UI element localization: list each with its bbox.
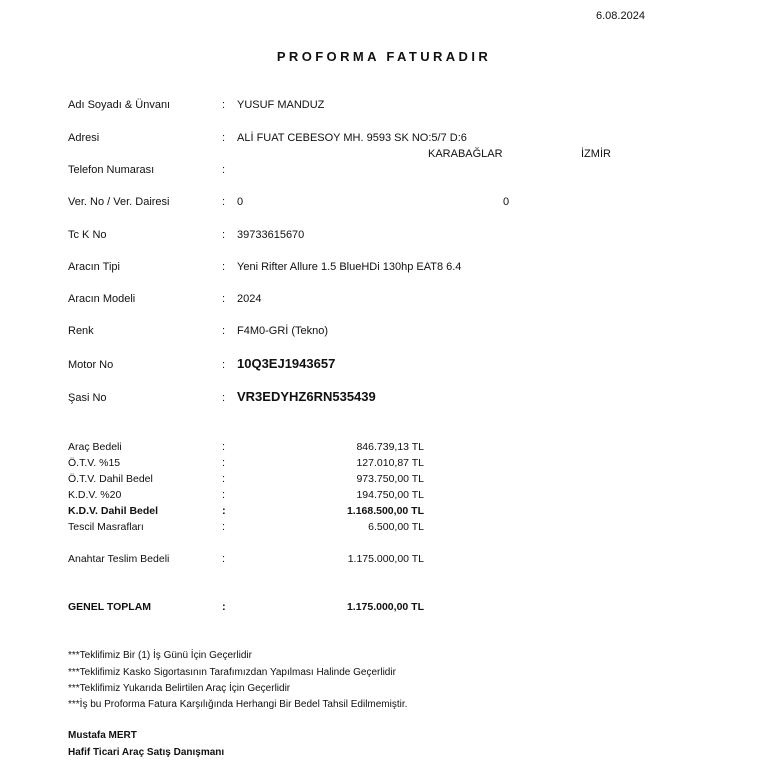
chassis-number: VR3EDYHZ6RN535439 [237, 389, 376, 404]
note-payment: ***İş bu Proforma Fatura Karşılığında Herhangi Bir Bedel Tahsil Edilmemiştir. [68, 699, 408, 710]
signature-role: Hafif Ticari Araç Satış Danışmanı [68, 747, 225, 758]
grand-total-amount: 1.175.000,00 TL [346, 601, 424, 613]
vehicle-price-label: Araç Bedeli [68, 441, 122, 453]
colon: : [222, 521, 226, 533]
colon: : [222, 441, 226, 453]
vehicle-color: F4M0-GRİ (Tekno) [237, 325, 329, 337]
kdv-incl-label: K.D.V. Dahil Bedel [68, 505, 159, 517]
grand-total-label: GENEL TOPLAM [68, 601, 152, 613]
turnkey-amount: 1.175.000,00 TL [347, 553, 424, 565]
tax-no: 0 [237, 196, 244, 208]
tc-no: 39733615670 [237, 229, 305, 241]
otv-incl-label: Ö.T.V. Dahil Bedel [68, 473, 153, 485]
otv-label: Ö.T.V. %15 [68, 457, 121, 469]
document-date: 6.08.2024 [596, 10, 645, 22]
registration-label: Tescil Masrafları [68, 521, 144, 533]
note-validity: ***Teklifimiz Bir (1) İş Günü İçin Geçerlidir [68, 650, 252, 661]
color-label: Renk [68, 325, 94, 337]
tax-office: 0 [503, 196, 510, 208]
colon: : [222, 293, 226, 305]
vehicle-type: Yeni Rifter Allure 1.5 BlueHDi 130hp EAT8 6.4 [237, 261, 462, 273]
document-title: PROFORMA FATURADIR [276, 49, 492, 64]
chassis-label: Şasi No [68, 392, 107, 404]
colon: : [222, 196, 226, 208]
engine-number: 10Q3EJ1943657 [237, 356, 336, 371]
name-label: Adı Soyadı & Ünvanı [68, 99, 171, 111]
kdv-incl-amount: 1.168.500,00 TL [346, 505, 424, 517]
kdv-amount: 194.750,00 TL [356, 489, 424, 501]
colon: : [222, 489, 226, 501]
colon: : [222, 229, 226, 241]
vehicle-model-label: Aracın Modeli [68, 293, 136, 305]
otv-incl-amount: 973.750,00 TL [356, 473, 424, 485]
colon: : [222, 261, 226, 273]
colon: : [222, 132, 226, 144]
phone-label: Telefon Numarası [68, 164, 155, 176]
engine-label: Motor No [68, 359, 114, 371]
kdv-label: K.D.V. %20 [68, 489, 122, 501]
note-vehicle: ***Teklifimiz Yukarıda Belirtilen Araç İçin Geçerlidir [68, 683, 291, 694]
colon: : [222, 457, 226, 469]
colon: : [222, 601, 226, 613]
colon: : [222, 359, 226, 371]
signature-name: Mustafa MERT [68, 730, 137, 741]
address-district: KARABAĞLAR [428, 148, 503, 160]
address-label: Adresi [68, 132, 100, 144]
customer-name: YUSUF MANDUZ [237, 99, 325, 111]
turnkey-label: Anahtar Teslim Bedeli [68, 553, 170, 565]
address-line: ALİ FUAT CEBESOY MH. 9593 SK NO:5/7 D:6 [237, 132, 467, 144]
registration-amount: 6.500,00 TL [368, 521, 424, 533]
note-insurance: ***Teklifimiz Kasko Sigortasının Tarafımızdan Yapılması Halinde Geçerlidir [68, 667, 396, 678]
colon: : [222, 473, 226, 485]
otv-amount: 127.010,87 TL [356, 457, 424, 469]
vehicle-price: 846.739,13 TL [356, 441, 424, 453]
colon: : [222, 325, 226, 337]
colon: : [222, 164, 226, 176]
address-city: İZMİR [581, 148, 611, 160]
colon: : [222, 553, 226, 565]
vehicle-type-label: Aracın Tipi [68, 261, 120, 273]
colon: : [222, 392, 226, 404]
vehicle-model: 2024 [237, 293, 262, 305]
colon: : [222, 505, 226, 517]
tax-label: Ver. No / Ver. Dairesi [68, 196, 170, 208]
colon: : [222, 99, 226, 111]
tc-label: Tc K No [68, 229, 107, 241]
